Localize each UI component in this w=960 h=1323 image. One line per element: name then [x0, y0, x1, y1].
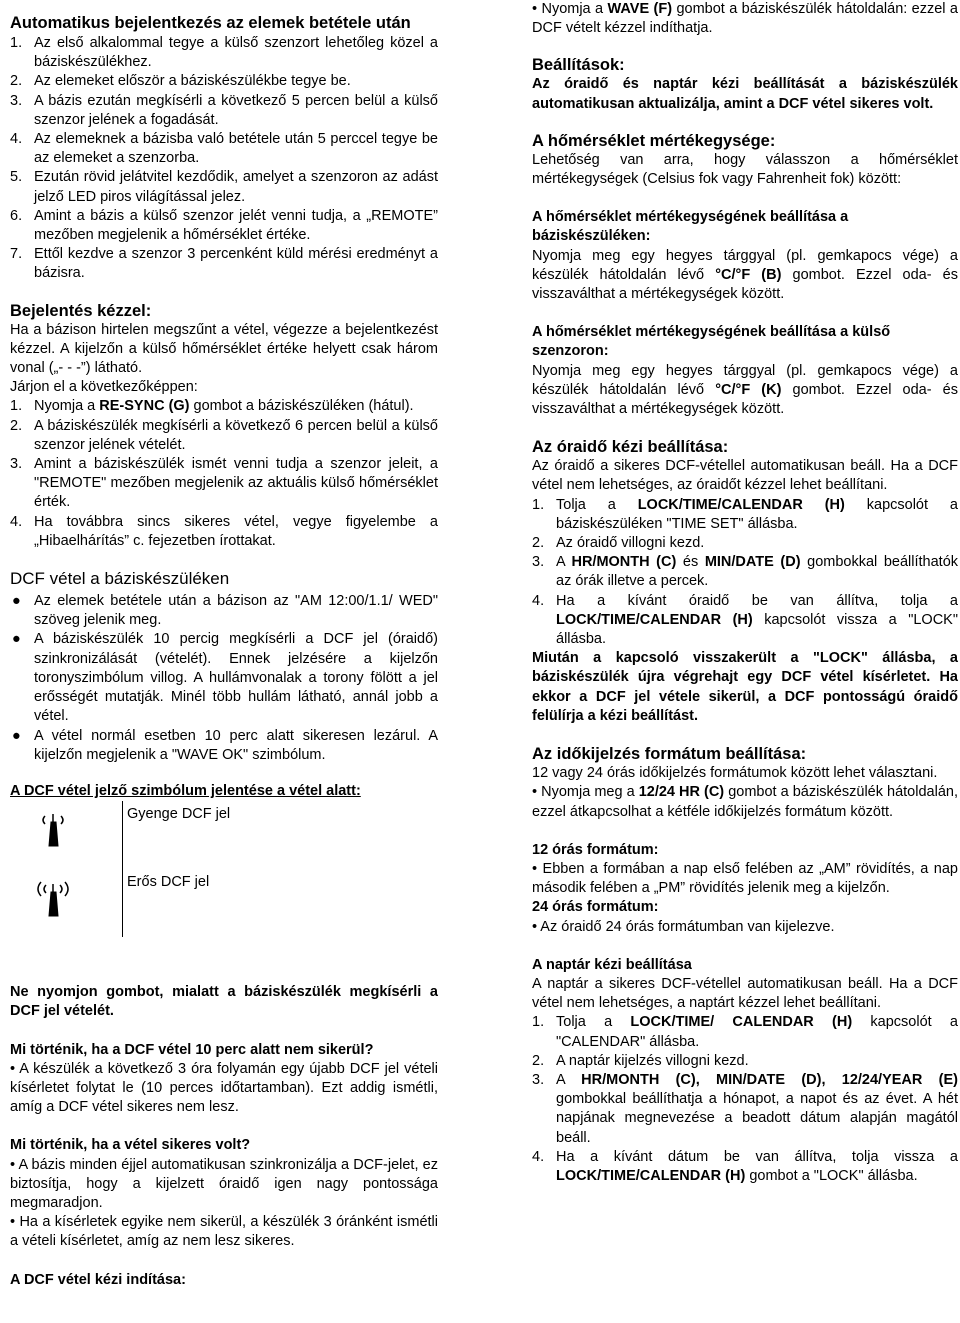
- list-item: 1. Nyomja a RE-SYNC (G) gombot a báziskészüléken (hátul).: [10, 398, 414, 415]
- list-item: ● A vétel normál esetben 10 perc alatt sikeresen lezárul. A kijelzőn megjelenik a "WAVE OK" szimbólum.: [10, 727, 438, 765]
- settings-text: Az óraidő és naptár kézi beállítását a báziskészülék automatikusan aktualizálja, amint a DCF vétel sikeres volt.: [532, 76, 958, 112]
- table-row: [10, 869, 414, 937]
- manual-dcf-start-title: A DCF vétel kézi indítása:: [10, 1271, 186, 1288]
- clock-title: Az óraidő kézi beállítása:: [532, 438, 729, 457]
- weak-signal-cell: [10, 801, 123, 869]
- manual-login-title: Bejelentés kézzel:: [10, 301, 152, 320]
- format-title: Az időkijelzés formátum beállítása:: [532, 745, 807, 764]
- list-item: 4. Ha a kívánt dátum be van állítva, tolja vissza a LOCK/TIME/CALENDAR (H) gombot a "LOCK" állásba.: [532, 1148, 958, 1184]
- calendar-title: A naptár kézi beállítása: [532, 956, 692, 973]
- answer-success-2: • Ha a kísérletek egyike nem sikerül, a készülék 3 óránként ismétli a vételi kísérletet, amíg az nem lesz sikeres.: [10, 1214, 438, 1250]
- signal-table: [10, 801, 414, 937]
- wave-instruction: • Nyomja a WAVE (F) gombot a báziskészülék hátoldalán: ezzel a DCF vételt kézzel indíthatja.: [532, 1, 958, 37]
- manual-login-instruction: Járjon el a következőképpen:: [10, 379, 198, 396]
- list-item: 1. Tolja a LOCK/TIME/CALENDAR (H) kapcsolót a báziskészüléken "TIME SET" állásba.: [532, 496, 958, 532]
- do-not-press-warning: Ne nyomjon gombot, mialatt a báziskészülék megkísérli a DCF jel vételét.: [10, 984, 438, 1020]
- dcf-reception-title: DCF vétel a báziskészüléken: [10, 569, 230, 589]
- auto-login-title: Automatikus bejelentkezés az elemek betétele után: [10, 14, 411, 32]
- question-failed: Mi történik, ha a DCF vétel 10 perc alatt nem sikerül?: [10, 1041, 374, 1058]
- calendar-steps: [532, 1013, 958, 1186]
- list-item: 3. Amint a báziskészülék ismét venni tudja a szenzor jeleit, a "REMOTE" mezőben megjelenik az aktuális külső hőmérséklet érték.: [10, 456, 438, 511]
- dcf-reception-list: [10, 592, 438, 765]
- clock-text: Az óraidő a sikeres DCF-vétellel automatikusan beáll. Ha a DCF vétel nem lehetséges, az óraidőt kézzel lehet beállítani.: [532, 458, 958, 494]
- format-24h-text: • Az óraidő 24 órás formátumban van kijelezve.: [532, 918, 835, 935]
- list-item: 1. Tolja a LOCK/TIME/ CALENDAR (H) kapcsolót a "CALENDAR" állásba.: [532, 1014, 958, 1050]
- clock-steps: [532, 496, 958, 650]
- left-column: [10, 0, 438, 1290]
- auto-login-steps: [10, 34, 438, 284]
- list-item: 2. A báziskészülék megkísérli a következő 6 percen belül a külső szenzor jelének vételét.: [10, 417, 438, 453]
- temp-base-text: Nyomja meg egy hegyes tárggyal (pl. gemkapocs vége) a készülék hátoldalán lévő °C/°F (B) gombot. Ezzel oda- és visszaválthat a mértékegységek között.: [532, 247, 958, 303]
- format-12h-title: 12 órás formátum:: [532, 841, 659, 858]
- list-item: 2. Az óraidő villogni kezd.: [532, 535, 705, 552]
- table-row: [10, 801, 414, 869]
- format-text: 12 vagy 24 órás időkijelzés formátumok között lehet választani.: [532, 765, 938, 782]
- answer-success-1: • A bázis minden éjjel automatikusan szinkronizálja a DCF-jelet, ez biztosítja, hogy a kijelzett óraidő igen nagy pontossága megmaradjon.: [10, 1156, 438, 1211]
- list-item: 1. Az első alkalommal tegye a külső szenzort lehetőleg közel a báziskészülékhez.: [10, 35, 438, 71]
- manual-login-text: Ha a bázison hirtelen megszűnt a vétel, végezze a bejelentkezést kézzel. A kijelzőn a külső hőmérséklet értéke helyett csak három vonal („- - -”) látható.: [10, 321, 438, 377]
- temp-sensor-text: Nyomja meg egy hegyes tárggyal (pl. gemkapocs vége) a készülék hátoldalán lévő °C/°F (K) gombot. Ezzel oda- és visszaválthat a mértékegységek között.: [532, 362, 958, 418]
- list-item: 2. A naptár kijelzés villogni kezd.: [532, 1052, 749, 1069]
- list-item: 7. Ettől kezdve a szenzor 3 percenként küld mérési eredményt a bázisra.: [10, 246, 438, 282]
- bullet-icon: ●: [12, 593, 21, 610]
- bullet-icon: ●: [12, 727, 21, 744]
- format-12h-text: • Ebben a formában a nap első felében az „AM” rövidítés, a nap második felében a „PM” rövidítés jelenik meg a kijelzőn.: [532, 860, 958, 897]
- list-item: ● Az elemek betétele után a bázison az "AM 12:00/1.1/ WED" szöveg jelenik meg.: [10, 592, 438, 630]
- right-column: [532, 0, 958, 1186]
- strong-signal-label: Erős DCF jel: [127, 874, 210, 891]
- weak-signal-label: Gyenge DCF jel: [127, 806, 231, 823]
- temp-base-title: A hőmérséklet mértékegységének beállítása a báziskészüléken:: [532, 209, 849, 245]
- strong-signal-cell: [10, 869, 123, 937]
- calendar-text: A naptár a sikeres DCF-vétellel automatikusan beáll. Ha a DCF vétel nem lehetséges, a naptárt kézzel lehet beállítani.: [532, 975, 958, 1012]
- list-item: 3. A HR/MONTH (C) és MIN/DATE (D) gombokkal beállíthatók az órák illetve a percek.: [532, 554, 959, 590]
- bullet-icon: ●: [12, 631, 21, 648]
- list-item: 2. Az elemeket először a báziskészülékbe tegye be.: [10, 73, 351, 90]
- list-item: ● A báziskészülék 10 percig megkísérli a DCF jel (óraidő) szinkronizálását (vételét). Ennek jelzésére a kijelzőn toronyszimbólum villog. A hullámvonalak a torony fölött a jel erősségét mutatják. Minél több hullám látható, annál jobb a vétel.: [10, 630, 438, 726]
- settings-title: Beállítások:: [532, 56, 625, 75]
- signal-table-title: A DCF vétel jelző szimbólum jelentése a vétel alatt:: [10, 782, 361, 799]
- list-item: 4. Ha a kívánt óraidő be van állítva, tolja a LOCK/TIME/CALENDAR (H) kapcsolót vissza a "LOCK" állásba.: [532, 592, 958, 648]
- manual-login-steps: [10, 397, 438, 551]
- question-success: Mi történik, ha a vétel sikeres volt?: [10, 1137, 251, 1154]
- temp-sensor-title: A hőmérséklet mértékegységének beállítása a külső szenzoron:: [532, 324, 891, 360]
- format-24h-title: 24 órás formátum:: [532, 899, 659, 916]
- weak-signal-tower-icon: [11, 802, 121, 862]
- list-item: 6. Amint a bázis a külső szenzor jelét venni tudja, a „REMOTE” mezőben megjelenik a hőmérséklet értéke.: [10, 207, 438, 244]
- format-instruction: • Nyomja meg a 12/24 HR (C) gombot a báziskészülék hátoldalán, ezzel átkapcsolhat a kétféle időkijelzés formátum között.: [532, 784, 958, 820]
- list-item: 3. A bázis ezután megkísérli a következő 5 percen belül a külső szenzor jelének a fogadását.: [10, 92, 438, 128]
- strong-signal-tower-icon: [11, 870, 121, 930]
- list-item: 5. Ezután rövid jelátvitel kezdődik, amelyet a szenzoron az adást jelző LED piros világítással jelez.: [10, 169, 438, 205]
- answer-failed: • A készülék a következő 3 óra folyamán egy újabb DCF jel vételi kísérletet folytat le (10 perces időtartamban). Ezt addig ismétli, amíg a DCF vétel sikeres nem lesz.: [10, 1060, 438, 1116]
- temp-unit-text: Lehetőség van arra, hogy válasszon a hőmérséklet mértékegységek (Celsius fok vagy Fahrenheit fok) között:: [532, 151, 958, 188]
- temp-unit-title: A hőmérséklet mértékegysége:: [532, 131, 776, 150]
- list-item: 3. A HR/MONTH (C), MIN/DATE (D), 12/24/YEAR (E) gombokkal beállíthatja a hónapot, a napot és az évet. A hét napjának megnevezése a beadott dátum alapján magától beáll.: [532, 1071, 958, 1146]
- list-item: 4. Az elemeknek a bázisba való betétele után 5 perccel tegye be az elemeket a szenzorba.: [10, 131, 438, 167]
- clock-note: Miután a kapcsoló visszakerült a "LOCK" állásba, a báziskészülék újra végrehajt egy DCF vétel kísérletet. Ha ekkor a DCF jel vétele sikerül, a DCF pontosságú óraidő felülírja a kézi beállítást.: [532, 650, 958, 724]
- list-item: 4. Ha továbbra sincs sikeres vétel, vegye figyelembe a „Hibaelhárítás” c. fejezetben írottakat.: [10, 513, 438, 549]
